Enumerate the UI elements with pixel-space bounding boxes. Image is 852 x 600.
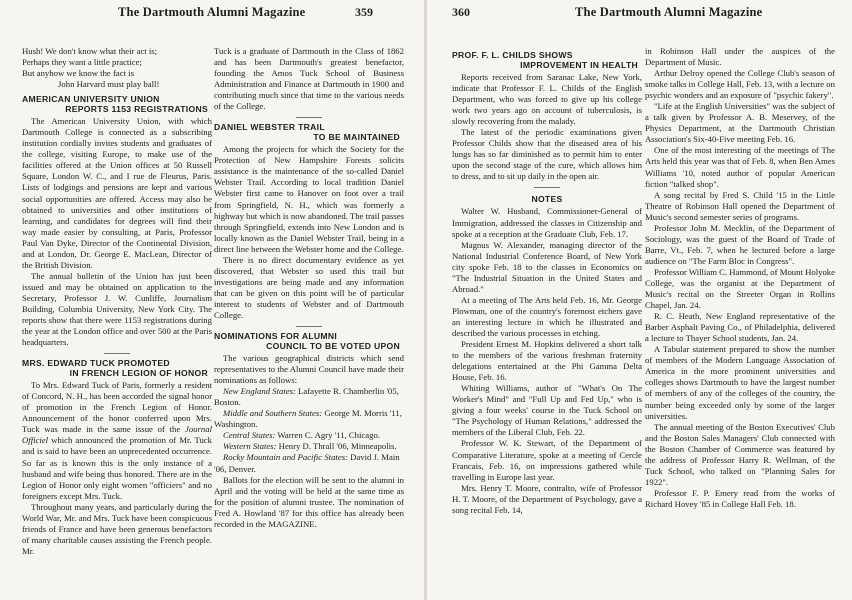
title-line: MRS. EDWARD TUCK PROMOTED (22, 358, 170, 369)
paragraph: The latest of the periodic examinations given Professor Childs show that the diseased area of his lungs has so far diminished as to permit him to enter upon the second stage of the cure, which allows him to dress, and to sit up daily in the open air. (452, 127, 642, 182)
district-entry (214, 452, 404, 474)
district-entry (214, 386, 404, 408)
title-line: NOMINATIONS FOR ALUMNI (214, 331, 338, 342)
title-line: IMPROVEMENT IN HEALTH (520, 60, 638, 70)
title-line: TO BE MAINTAINED (313, 132, 400, 143)
article-title (452, 50, 642, 70)
divider (104, 353, 130, 354)
title-line: AMERICAN UNIVERSITY UNION (22, 94, 160, 105)
note: R. C. Heath, New England representative of the Barber Asphalt Paving Co., of Philadelphia, delivered a lecture to Thayer School students, Jan. 24. (645, 311, 835, 344)
note: The annual meeting of the Boston Executives' Club and the Boston Sales Managers' Club connected with the Boston Chamber of Commerce was featured by the address of Professor Harry R. Wellman, of the Tuck School, who talked on "Planning Sales for 1922". (645, 421, 835, 487)
district-entry (214, 441, 404, 452)
notes-heading: NOTES (531, 194, 563, 205)
paragraph: There is no direct documentary evidence as yet discovered, that Webster so used this trail but investigations are being made and any information that can be given on this point will be of particular interest to students of Webster and of Dartmouth College. (214, 254, 404, 320)
note: Walter W. Husband, Commissioner-General of Immigration, addressed the classes in Citizenship and spoke at a reception at the Graduate Club, Feb. 17. (452, 206, 642, 239)
district-nominee: Warren C. Agry '11, Chicago. (275, 430, 380, 441)
note: Professor F. P. Emery read from the works of Richard Hovey '85 in College Hall Feb. 18. (645, 487, 835, 509)
poem-line: Hush! We don't know what their act is; (22, 46, 158, 56)
district-entry (214, 408, 404, 430)
right-page (427, 0, 852, 600)
article-title (22, 94, 212, 114)
page-number: 360 (452, 5, 470, 19)
divider (534, 187, 560, 188)
paragraph: Ballots for the election will be sent to the alumni in April and the voting will be held at the same time as for the position of alumni trustee. The nomination of Fred A. Howland '87 for this office has already been recorded in the MAGAZINE. (214, 474, 404, 529)
paragraph: Reports received from Saranac Lake, New York, indicate that Professor F. L. Childs of the English Department, who was forced to give up his college work two years ago on account of tuberculosis, is slowly recovering from the malady. (452, 72, 642, 127)
district-nominee: Henry D. Thrall '06, Minneapolis. (276, 441, 397, 452)
divider (296, 117, 322, 118)
title-line: PROF. F. L. CHILDS SHOWS (452, 50, 573, 60)
poem-line: But anyhow we know the fact is (22, 68, 134, 79)
article-title (214, 122, 404, 142)
district-nominee: David J. Main '06, Denver. (214, 452, 400, 474)
district-label: Central States: (223, 430, 276, 441)
right-page-column-1 (452, 46, 642, 516)
district-label: Rocky Mountain and Pacific States: (223, 452, 348, 463)
poem-line: John Harvard must play ball! (58, 79, 160, 90)
note: Arthur Delroy opened the College Club's season of smoke talks in College Hall, Feb. 13, with a lecture on psychic wonders and an exposure of "psychic fakery". (645, 68, 835, 101)
note: One of the most interesting of the meetings of The Arts held this year was that of Feb. 8, when Ben Ames Williams '10, noted author of popular American fiction "talked shop". (645, 145, 835, 189)
note: Mrs. Henry T. Moore, contralto, wife of Professor H. T. Moore, of the Department of Psychology, gave a song recital Feb. 14, (452, 482, 642, 515)
district-label: New England States: (223, 386, 296, 397)
note: Professor W. K. Stewart, of the Department of Comparative Literature, spoke at a meeting of Cercle Francais, Feb. 16, on impressions gathered while travelling in Europe last year. (452, 438, 642, 482)
poem (22, 46, 212, 90)
district-nominee: Lafayette R. Chamberlin '05, Boston. (214, 386, 399, 408)
left-page-column-2 (214, 46, 404, 530)
right-page-column-2 (645, 46, 835, 510)
article-title (22, 358, 212, 378)
district-nominee: George M. Morris '11, Washington. (214, 408, 402, 430)
running-head: The Dartmouth Alumni Magazine (118, 5, 306, 19)
paragraph: Among the projects for which the Society for the Protection of New Hampshire Forests solicits assistance is the maintenance of the so-called Daniel Webster Trail. According to local tradition Daniel Webster first came to Hanover on foot over a trail from Springfield, N. H., which was formerly a highway but which is now abandoned. The trail passes through Springfield, extends into New London and is locally known as the Daniel Webster Trail, being in a direct line between the Webster home and the College. (214, 144, 404, 254)
journal-title: Journal Officiel (22, 424, 212, 446)
divider (296, 326, 322, 327)
note: Professor John M. Mecklin, of the Department of Sociology, was the guest of the Board of Trade of Barre, Vt., Feb. 7, when he lectured before a large audience on "The Farm Bloc in Congress". (645, 222, 835, 266)
article-title (214, 331, 404, 351)
poem-line: Perhaps they want a little practice; (22, 57, 142, 68)
title-line: IN FRENCH LEGION OF HONOR (69, 368, 208, 379)
paragraph: Tuck is a graduate of Dartmouth in the Class of 1862 and has been Dartmouth's greatest benefactor, founding the Amos Tuck School of Business Administration and Finance at Dartmouth in 1900 and contributing much since that time to the various needs of the College. (214, 46, 404, 112)
page-number: 359 (355, 5, 373, 19)
text-run: To Mrs. Edward Tuck of Paris, formerly a resident of Concord, N. H., has been accorded the signal honor of promotion in the French Legion of Honor. Announcement of the honor conferred upon Mrs. Tuck was made in the same issue of the (22, 380, 212, 435)
running-head: The Dartmouth Alumni Magazine (575, 5, 763, 19)
left-page (0, 0, 425, 600)
note: "Life at the English Universities" was the subject of a talk given by Professor A. B. Meservey, of the Physics Department, at the Dartmouth Christian Association's Six-40-Five meeting Feb. 16. (645, 101, 835, 145)
paragraph (22, 380, 212, 502)
note: Professor William C. Hammond, of Mount Holyoke College, was the organist at the Department of Music's recital on the Streeter Organ in Rollins Chapel, Jan. 24. (645, 266, 835, 311)
note: President Ernest M. Hopkins delivered a short talk to the members of the various freshman fraternity delegations entertained at the Phi Gamma Delta House, Feb. 16. (452, 339, 642, 383)
note: A song recital by Fred S. Child '15 in the Little Theatre of Robinson Hall opened the Department of Music's second semester series of programs. (645, 189, 835, 222)
paragraph: The various geographical districts which send representatives to the Alumni Council have made their nominations as follows: (214, 353, 404, 386)
note: A Tabular statement prepared to show the number of members of the Modern Language Association of America in the more prominent universities and colleges shows Dartmouth to have the largest number of members of any of the colleges of the country, the number being exceeded only by some of the larger universities. (645, 344, 835, 421)
title-line: REPORTS 1153 REGISTRATIONS (65, 104, 208, 115)
paragraph: The American University Union, with which Dartmouth College is connected as a subscribing institution cordially invites students and graduates of the college, visiting Europe, to make use of the facilities offered at the Union offices at 50 Russell Square, London W. C., and I rue de Fleurus, Paris. Lists of lodgings and pensions are kept and various social opportunities are offered. Access may also be obtained to universities and other institutions of learning, and candidates for degrees will find their way made easier by consulting, at Paris, Professor Paul Van Dyke, Director of the Continental Division, and at London, Dr. George E. MacLean, Director of the British Division. (22, 116, 212, 270)
note: Magnus W. Alexander, managing director of the National Industrial Conference Board, of New York city spoke Feb. 18 to the classes in Economics on "The Industrial Situation in the United States and Abroad." (452, 239, 642, 294)
note: Whiting Williams, author of "What's On The Worker's Mind" and "Full Up and Fed Up," who is giving a four weeks' course in the Tuck School on "The Psychology of Human Relations," addressed the members of the Liberal Club, Feb. 22. (452, 383, 642, 438)
title-line: DANIEL WEBSTER TRAIL (214, 122, 325, 133)
paragraph: Throughout many years, and particularly during the World War, Mr. and Mrs. Tuck have been conspicuous friends of France and have been generous benefactors of many charitable causes assisting the French people. Mr. (22, 501, 212, 556)
note: At a meeting of The Arts held Feb. 16, Mr. George Plowman, one of the country's foremost etchers gave an interesting lecture in which he illustrated and described the various processes in etching. (452, 294, 642, 338)
title-line: COUNCIL TO BE VOTED UPON (266, 341, 400, 352)
note: in Robinson Hall under the auspices of the Department of Music. (645, 46, 835, 68)
paragraph: The annual bulletin of the Union has just been issued and may be obtained on application to the Secretary, Professor J. W. Cunliffe, Journalism Building, Columbia University, New York City. The reports show that there were 1153 registrations during the year at the London office and over 500 at the Paris headquarters. (22, 270, 212, 348)
district-entry (214, 430, 404, 441)
left-page-column-1 (22, 46, 212, 557)
text-run: which announced the promotion of Mr. Tuck and is said to have been an unprecedented occurrence. So far as is known this is the only instance of a husband and wife being thus honored. There are in the Legion of Honor only eight women "officiers" and no foreigners except Mrs. Tuck. (22, 435, 212, 501)
district-label: Middle and Southern States: (223, 408, 323, 419)
district-label: Western States: (223, 441, 277, 452)
